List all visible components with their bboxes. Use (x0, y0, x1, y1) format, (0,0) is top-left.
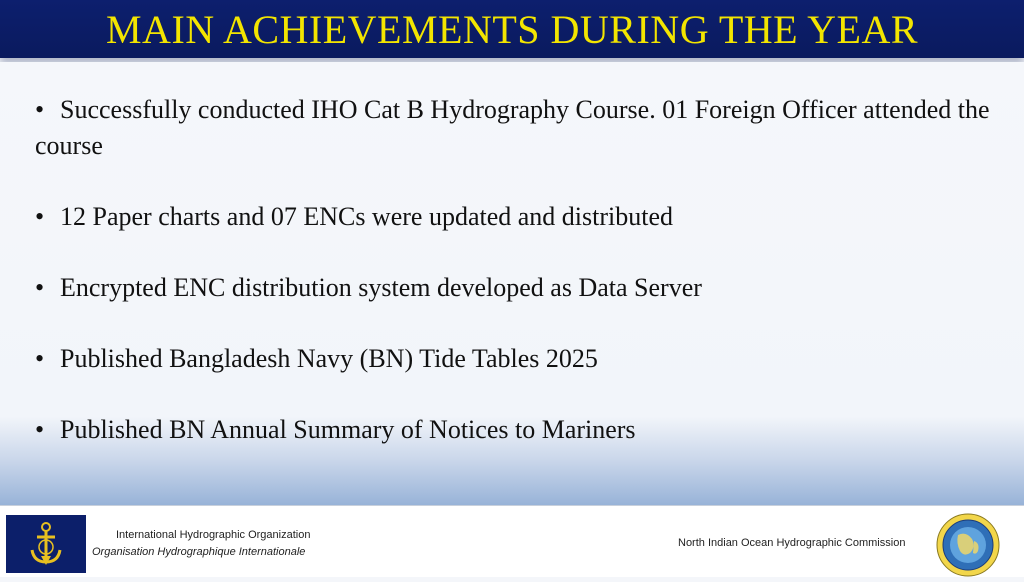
bullet-list (35, 92, 995, 483)
bullet-text: Successfully conducted IHO Cat B Hydrography Course. 01 Foreign Officer attended the course (35, 95, 990, 160)
bullet-dot: • (35, 344, 45, 373)
bullet-dot: • (35, 95, 45, 124)
bullet-text: Published Bangladesh Navy (BN) Tide Tables 2025 (60, 344, 598, 373)
iho-name-french: Organisation Hydrographique Internationale (92, 546, 306, 558)
iho-name (92, 527, 310, 561)
bullet-text: Published BN Annual Summary of Notices to Mariners (60, 415, 636, 444)
bullet-item (35, 341, 995, 377)
bullet-dot: • (35, 415, 45, 444)
bullet-text: 12 Paper charts and 07 ENCs were updated and distributed (60, 202, 674, 231)
bullet-dot: • (35, 202, 45, 231)
nioh-seal-icon (936, 513, 1000, 577)
slide-content (0, 62, 1024, 505)
bullet-dot: • (35, 273, 45, 302)
title-bar (0, 0, 1024, 58)
anchor-emblem-icon (6, 515, 86, 573)
bullet-text: Encrypted ENC distribution system developed as Data Server (60, 273, 702, 302)
bullet-item (35, 270, 995, 306)
commission-name: North Indian Ocean Hydrographic Commission (678, 537, 906, 549)
slide-title: MAIN ACHIEVEMENTS DURING THE YEAR (105, 6, 919, 52)
bullet-item (35, 412, 995, 448)
iho-name-english: International Hydrographic Organization (116, 529, 311, 541)
footer (0, 505, 1024, 577)
bullet-item (35, 199, 995, 235)
bullet-item (35, 92, 995, 164)
